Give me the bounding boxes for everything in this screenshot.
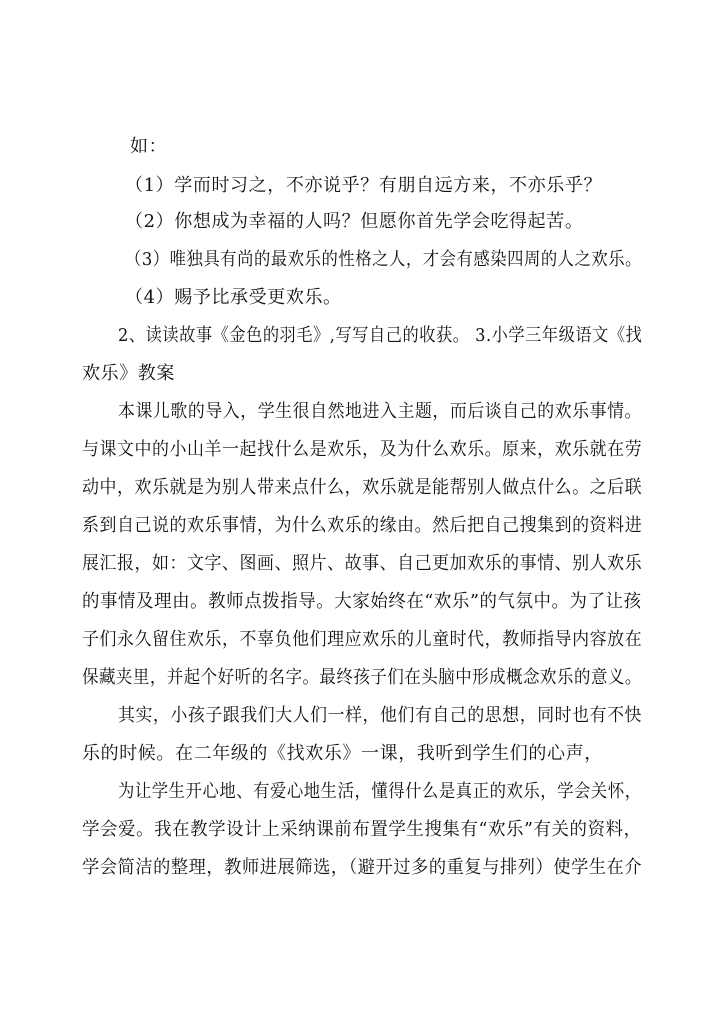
text-line: 的事情及理由。教师点拨指导。大家始终在“欢乐”的气氛中。为了让孩 (82, 591, 642, 612)
text-line: （1）学而时习之，不亦说乎？有朋自远方来，不亦乐乎？ (125, 175, 603, 196)
text-line: （3）唯独具有尚的最欢乐的性格之人，才会有感染四周的人之欢乐。 (125, 249, 643, 270)
text-line: 与课文中的小山羊一起找什么是欢乐，及为什么欢乐。原来，欢乐就在劳 (82, 439, 643, 460)
text-line: （4）赐予比承受更欢乐。 (125, 287, 342, 308)
text-line: 学会爱。我在教学设计上采纳课前布置学生搜集有“欢乐”有关的资料， (82, 819, 642, 840)
text-line: 展汇报，如：文字、图画、照片、故事、自己更加欢乐的事情、别人欢乐 (82, 553, 643, 574)
text-line: （2）你想成为幸福的人吗？但愿你首先学会吃得起苦。 (125, 211, 584, 232)
text-line: 如： (130, 136, 168, 157)
text-line: 欢乐》教案 (82, 363, 175, 384)
text-line: 本课儿歌的导入，学生很自然地进入主题，而后谈自己的欢乐事情。 (118, 401, 643, 422)
text-line: 其实，小孩子跟我们大人们一样，他们有自己的思想，同时也有不快 (118, 705, 643, 726)
text-line: 保藏夹里，并起个好听的名字。最终孩子们在头脑中形成概念欢乐的意义。 (82, 667, 642, 688)
text-line: 2、读读故事《金色的羽毛》,写写自己的收获。 3.小学三年级语文《找 (118, 325, 643, 346)
text-line: 动中，欢乐就是为别人带来点什么，欢乐就是能帮别人做点什么。之后联 (82, 477, 643, 498)
text-line: 乐的时候。在二年级的《找欢乐》一课，我听到学生们的心声， (82, 743, 603, 764)
text-line: 为让学生开心地、有爱心地生活，懂得什么是真正的欢乐，学会关怀， (118, 781, 642, 802)
text-line: 子们永久留住欢乐，不辜负他们理应欢乐的儿童时代，教师指导内容放在 (82, 629, 643, 650)
text-line: 系到自己说的欢乐事情，为什么欢乐的缘由。然后把自己搜集到的资料进 (82, 515, 643, 536)
text-line: 学会简洁的整理，教师进展筛选，（避开过多的重复与排列）使学生在介 (82, 857, 643, 878)
